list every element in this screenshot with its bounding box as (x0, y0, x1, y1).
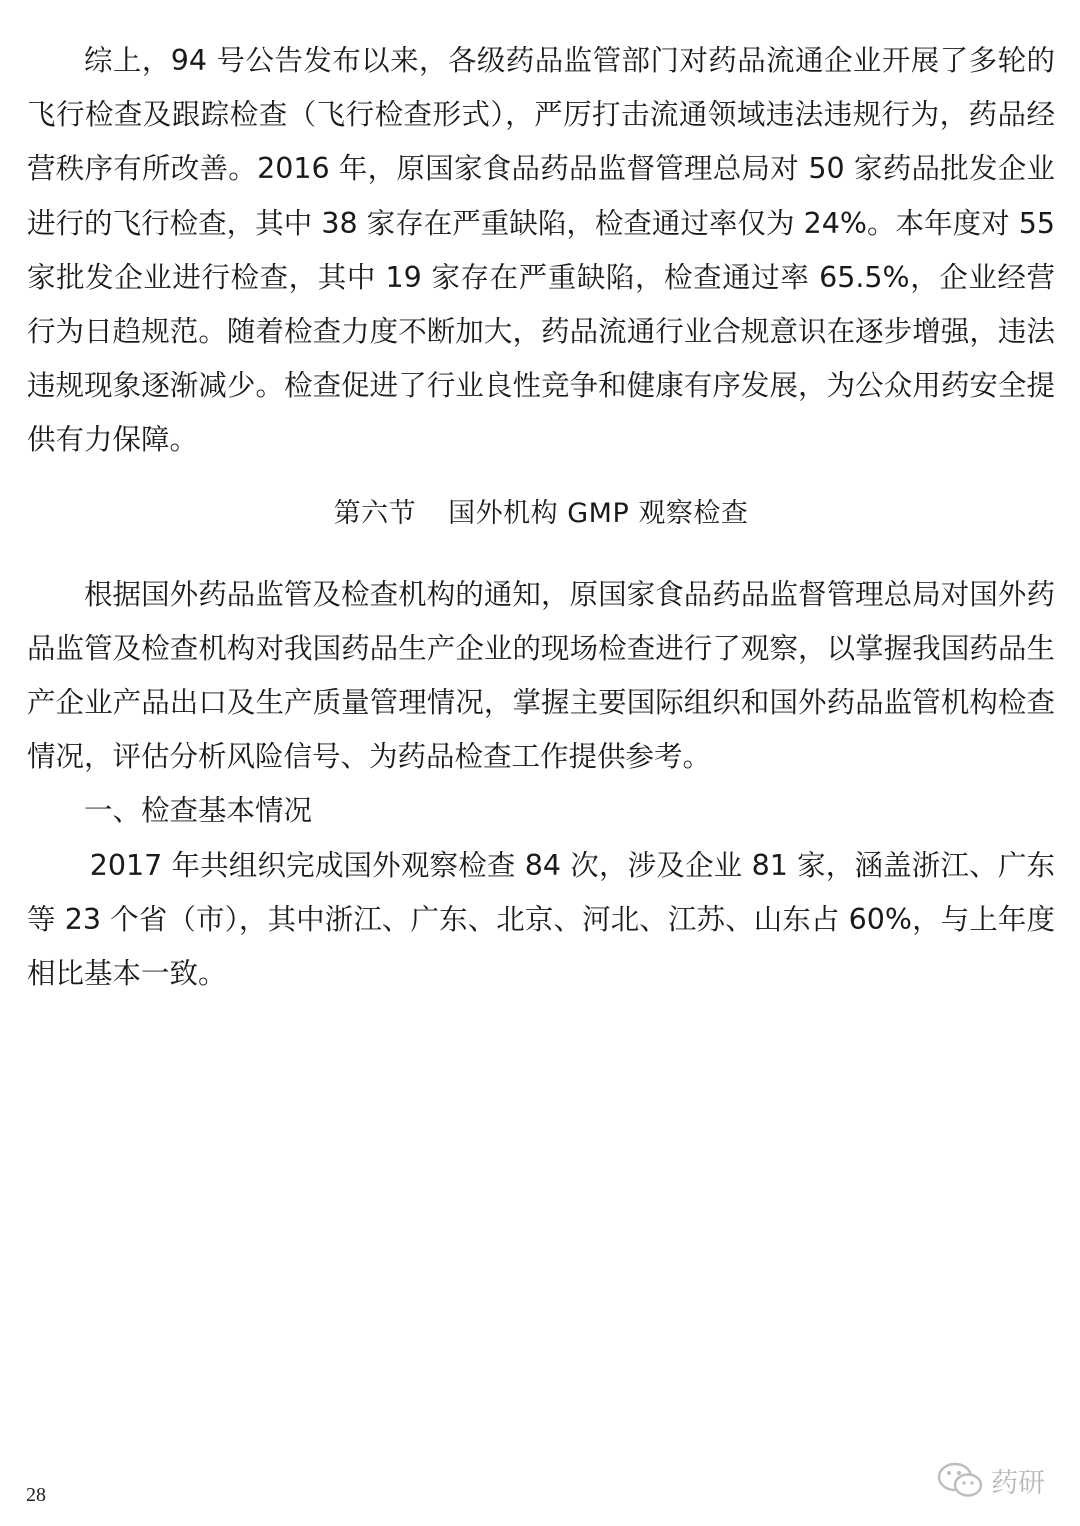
paragraph-summary: 综上，94 号公告发布以来，各级药品监管部门对药品流通企业开展了多轮的飞行检查及跟踪检查（飞行检查形式），严厉打击流通领域违法违规行为，药品经营秩序有所改善。2016 年，原国家食品药品监督管理总局对 50 家药品批发企业进行的飞行检查，其中 38 家存在严重缺陷，检查通过率仅为 24%。本年度对 55 家批发企业进行检查，其中 19 家存在严重缺陷，检查通过率 65.5%，企业经营行为日趋规范。随着检查力度不断加大，药品流通行业合规意识在逐步增强，违法违规现象逐渐减少。检查促进了行业良性竞争和健康有序发展，为公众用药安全提供有力保障。 (27, 44, 1055, 457)
subheading-basic-situation: 一、检查基本情况 (84, 794, 313, 828)
watermark-text: 药研 (991, 1467, 1045, 1499)
section-heading (27, 494, 1055, 534)
section-title: 国外机构 GMP 观察检查 (448, 497, 749, 529)
page-number: 28 (26, 1484, 46, 1506)
paragraph-intro: 根据国外药品监管及检查机构的通知，原国家食品药品监督管理总局对国外药品监管及检查机构对我国药品生产企业的现场检查进行了观察，以掌握我国药品生产企业产品出口及生产质量管理情况，掌握主要国际组织和国外药品监管机构检查情况，评估分析风险信号、为药品检查工作提供参考。 (27, 577, 1055, 774)
paragraph-inspection-stats: 2017 年共组织完成国外观察检查 84 次，涉及企业 81 家，涵盖浙江、广东等 23 个省（市），其中浙江、广东、北京、河北、江苏、山东占 60%，与上年度相比基本一致。 (27, 848, 1055, 991)
watermark (935, 1458, 1045, 1502)
wechat-icon (935, 1460, 987, 1500)
section-number: 第六节 (333, 497, 417, 529)
document-body (27, 34, 1055, 1001)
